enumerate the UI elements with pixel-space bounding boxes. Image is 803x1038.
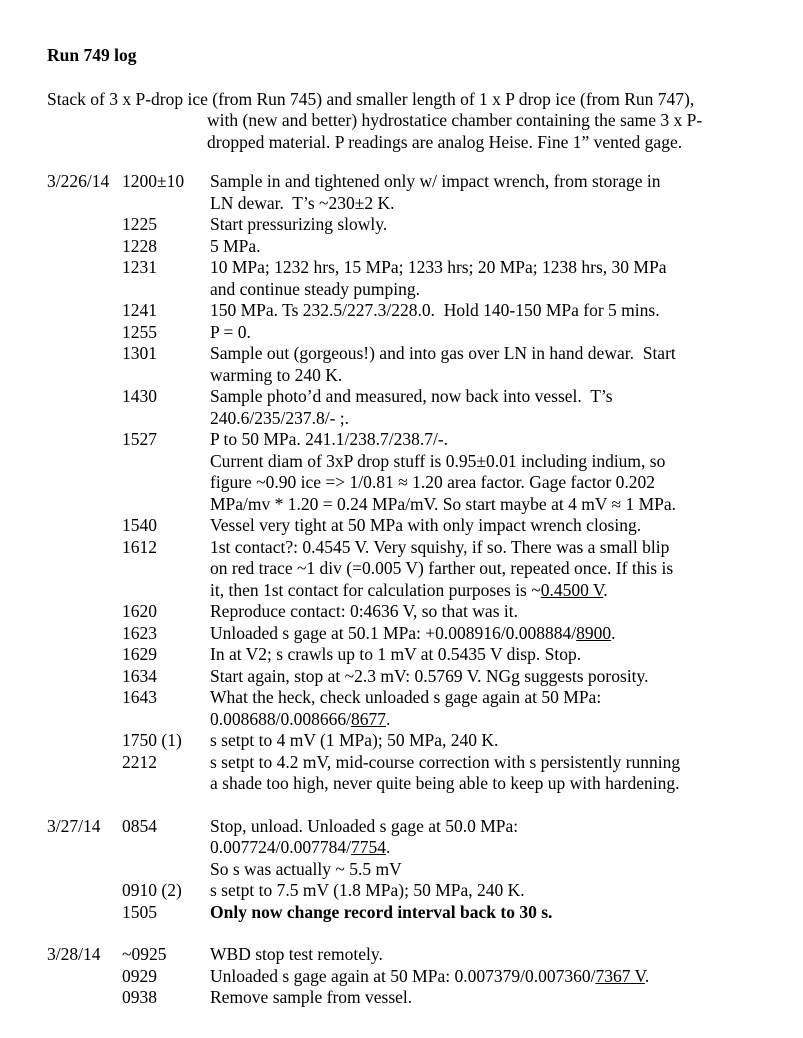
log-time: 1527 (122, 429, 157, 449)
log-row (47, 300, 758, 322)
log-text: Vessel very tight at 50 MPa with only impact wrench closing. (210, 515, 642, 535)
log-text: Only now change record interval back to 30 s. (210, 901, 553, 922)
log-row (47, 171, 758, 214)
log-text: Start again, stop at ~2.3 mV: 0.5769 V. NGg suggests porosity. (210, 665, 649, 686)
log-date: 3/226/14 (47, 171, 110, 191)
log-text: Sample in and tightened only w/ impact wrench, from storage in LN dewar. T’s ~230±2 K. (210, 171, 661, 213)
log-group (47, 944, 758, 1009)
log-text: P = 0. (210, 321, 251, 342)
log-row (47, 214, 758, 236)
log-time: 2212 (122, 751, 157, 772)
log-row (47, 730, 758, 752)
intro-line-1: Stack of 3 x P-drop ice (from Run 745) and smaller length of 1 x P drop ice (from Run 747), (47, 88, 695, 109)
log-time: 1634 (122, 665, 157, 686)
log-date: 3/27/14 (47, 815, 101, 836)
log-row (47, 644, 758, 666)
log-text: s setpt to 4.2 mV, mid-course correction with s persistently running a shade too high, never quite being able to keep up with hardening. (210, 751, 681, 793)
log-time: ~0925 (122, 944, 167, 964)
log-row (47, 666, 758, 688)
log-row (47, 623, 758, 645)
log-text: 10 MPa; 1232 hrs, 15 MPa; 1233 hrs; 20 MPa; 1238 hrs, 30 MPa and continue steady pumping. (210, 257, 667, 299)
log-text: s setpt to 7.5 mV (1.8 MPa); 50 MPa, 240 K. (210, 880, 525, 900)
log-time: 1620 (122, 601, 157, 621)
log-row (47, 987, 758, 1009)
log-time: 0938 (122, 987, 157, 1007)
log-time: 1231 (122, 257, 157, 277)
log-row (47, 343, 758, 386)
log-time: 1228 (122, 235, 157, 256)
log-row (47, 537, 758, 602)
log-text: Reproduce contact: 0:4636 V, so that was it. (210, 601, 518, 621)
log-time: 1623 (122, 622, 157, 643)
log-time: 0854 (122, 815, 157, 836)
log-text: s setpt to 4 mV (1 MPa); 50 MPa, 240 K. (210, 730, 499, 750)
log-row (47, 515, 758, 537)
log-text: 150 MPa. Ts 232.5/227.3/228.0. Hold 140-150 MPa for 5 mins. (210, 300, 660, 320)
log-text: Remove sample from vessel. (210, 987, 413, 1007)
log-group (47, 816, 758, 924)
log-row (47, 752, 758, 795)
log-text: Unloaded s gage again at 50 MPa: 0.007379/0.007360/7367 V. (210, 965, 650, 986)
log-row (47, 880, 758, 902)
log-time: 1200±10 (122, 171, 185, 191)
intro-paragraph (47, 89, 758, 154)
log-row (47, 816, 758, 881)
log-row (47, 386, 758, 429)
log-time: 0929 (122, 965, 157, 986)
log-time: 1430 (122, 386, 157, 406)
log-time: 1750 (1) (122, 730, 182, 750)
log-text: Unloaded s gage at 50.1 MPa: +0.008916/0.008884/8900. (210, 622, 616, 643)
log-row (47, 257, 758, 300)
log-text: 1st contact?: 0.4545 V. Very squishy, if so. There was a small blip on red trace ~1 div (=0.005 V) farther out, repeated once. If this is it, then 1st contact for calculation purposes is ~0.4500 V. (210, 536, 674, 600)
log-time: 1241 (122, 300, 157, 320)
log-text: 5 MPa. (210, 235, 261, 256)
log-date: 3/28/14 (47, 944, 101, 964)
log-text: What the heck, check unloaded s gage again at 50 MPa: 0.008688/0.008666/8677. (210, 687, 602, 729)
document-title: Run 749 log (47, 45, 137, 65)
intro-line-2: with (new and better) hydrostatice chamber containing the same 3 x P- (207, 110, 703, 130)
log-time: 1612 (122, 536, 157, 557)
log-group (47, 171, 758, 795)
log-text: WBD stop test remotely. (210, 944, 383, 964)
log-text: Sample out (gorgeous!) and into gas over LN in hand dewar. Start warming to 240 K. (210, 343, 676, 385)
log-time: 1301 (122, 343, 157, 363)
log-row (47, 601, 758, 623)
log-text: P to 50 MPa. 241.1/238.7/238.7/-. Current diam of 3xP drop stuff is 0.95±0.01 including indium, so figure ~0.90 ice => 1/0.81 ≈ 1.20 area factor. Gage factor 0.202 MPa/mv * 1.20 = 0.24 MPa/mV. So start maybe at 4 mV ≈ 1 MPa. (210, 429, 677, 514)
intro-line-3: dropped material. P readings are analog Heise. Fine 1” vented gage. (207, 131, 683, 152)
log-time: 1643 (122, 687, 157, 707)
log-entries (47, 171, 758, 1009)
log-time: 1255 (122, 321, 157, 342)
log-time: 1505 (122, 901, 157, 922)
log-text: In at V2; s crawls up to 1 mV at 0.5435 V disp. Stop. (210, 644, 582, 664)
log-time: 1225 (122, 214, 157, 234)
log-time: 1629 (122, 644, 157, 664)
log-text: Stop, unload. Unloaded s gage at 50.0 MPa: 0.007724/0.007784/7754. So s was actually ~ 5.5 mV (210, 815, 519, 879)
log-row (47, 687, 758, 730)
log-time: 1540 (122, 515, 157, 535)
log-row (47, 236, 758, 258)
log-row (47, 966, 758, 988)
log-row (47, 322, 758, 344)
log-row (47, 902, 758, 924)
log-row (47, 944, 758, 966)
log-row (47, 429, 758, 515)
log-time: 0910 (2) (122, 880, 182, 900)
log-text: Start pressurizing slowly. (210, 214, 388, 234)
log-text: Sample photo’d and measured, now back into vessel. T’s 240.6/235/237.8/- ;. (210, 386, 613, 428)
